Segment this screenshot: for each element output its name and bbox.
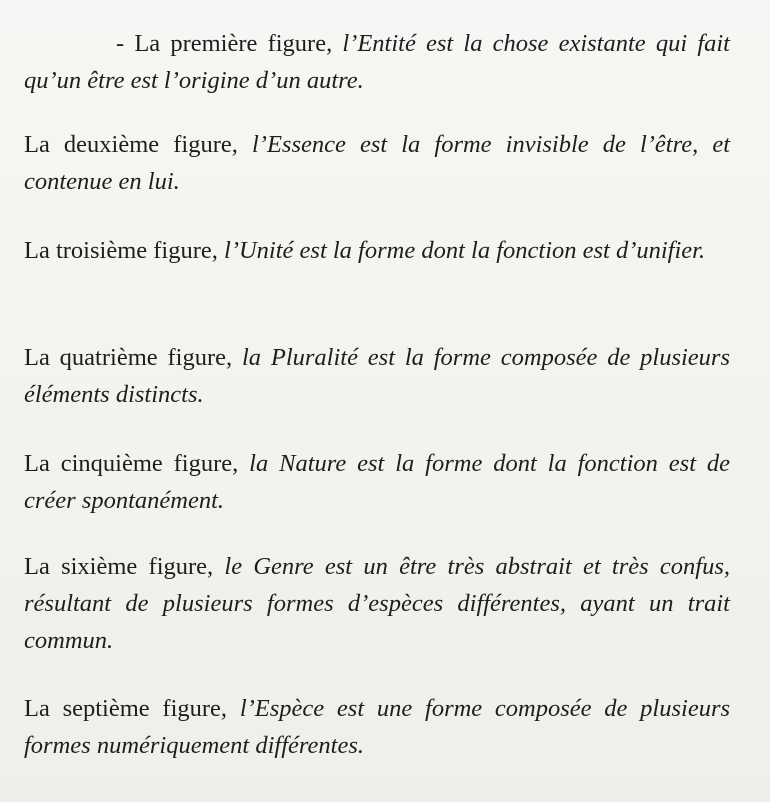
paragraph-third-figure — [24, 232, 730, 269]
figure-definition: la Pluralité est la forme composée de plusieurs éléments distincts. — [24, 344, 731, 408]
figure-definition: le Genre est un être très abstrait et très confus, résultant de plusieurs formes d’espèces différentes, ayant un trait commun. — [24, 553, 731, 654]
figure-lead: La cinquième figure, — [24, 450, 239, 477]
figure-lead: La sixième figure, — [24, 553, 214, 580]
figure-lead: La deuxième figure, — [24, 131, 238, 158]
paragraph-first-figure — [24, 25, 730, 99]
figure-definition: l’Unité est la forme dont la fonction est d’unifier. — [224, 237, 706, 264]
paragraph-fifth-figure — [24, 445, 730, 519]
figure-definition: l’Espèce est une forme composée de plusieurs formes numériquement différentes. — [24, 695, 731, 759]
figure-lead: La troisième figure, — [24, 237, 218, 264]
paragraph-seventh-figure — [24, 690, 730, 764]
figure-lead: La septième figure, — [24, 695, 228, 722]
paragraph-sixth-figure — [24, 548, 730, 659]
figure-definition: l’Entité est la chose existante qui fait qu’un être est l’origine d’un autre. — [24, 30, 730, 94]
figure-lead: - La première figure, — [116, 30, 333, 57]
figure-definition: la Nature est la forme dont la fonction est de créer spontanément. — [24, 450, 731, 514]
figure-lead: La quatrième figure, — [24, 344, 233, 371]
paragraph-fourth-figure — [24, 339, 730, 413]
figure-definition: l’Essence est la forme invisible de l’être, et contenue en lui. — [24, 131, 730, 195]
paragraph-second-figure — [24, 126, 730, 200]
